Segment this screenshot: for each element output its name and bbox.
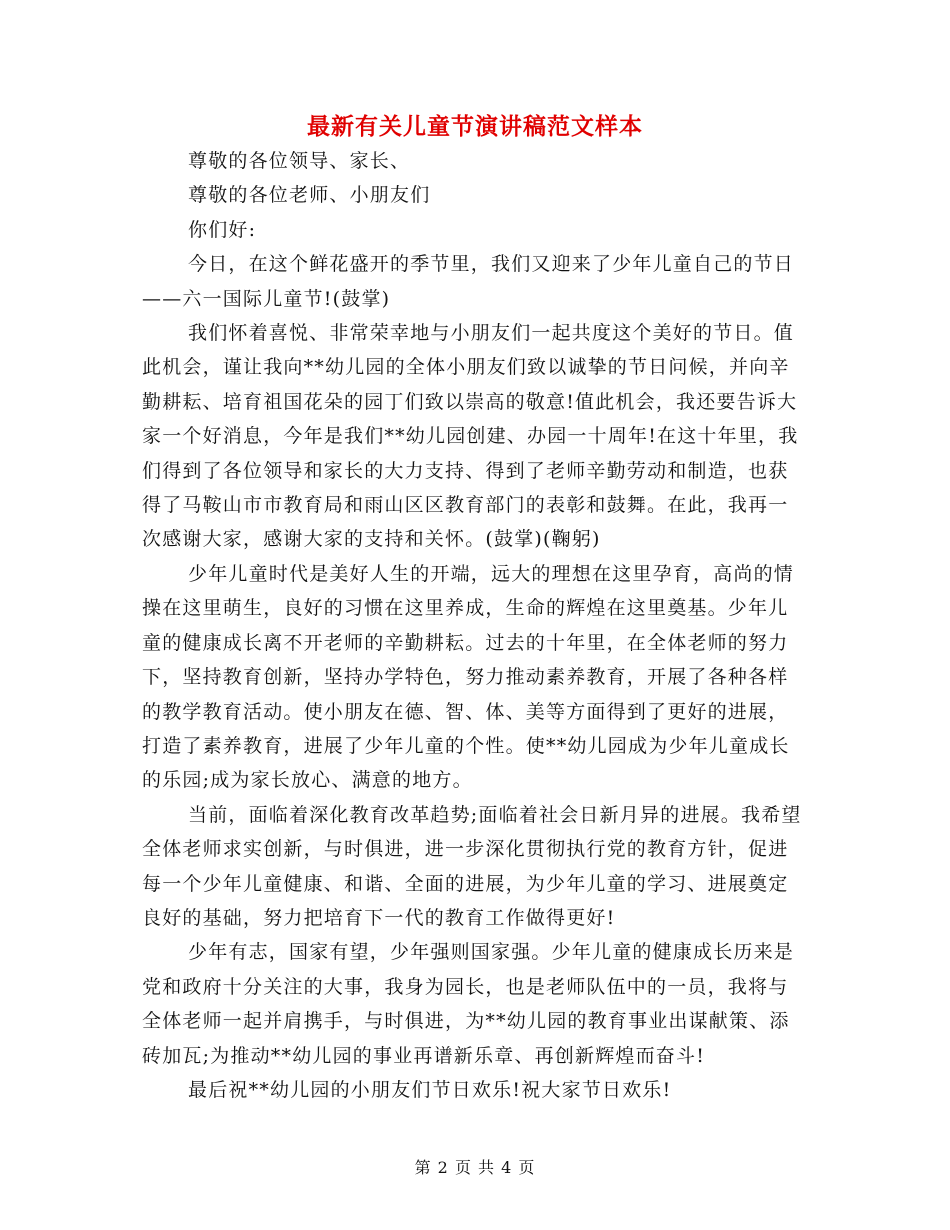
paragraph-1: 今日，在这个鲜花盛开的季节里，我们又迎来了少年儿童自己的节日——六一国际儿童节!(鼓掌) [142,253,795,310]
greeting-line: 你们好: [188,218,257,241]
document-title: 最新有关儿童节演讲稿范文样本 [307,114,643,140]
salutation-line-1: 尊敬的各位领导、家长、 [188,150,411,172]
paragraph-6: 最后祝**幼儿园的小朋友们节日欢乐!祝大家节日欢乐! [188,1078,672,1101]
paragraph-4: 当前，面临着深化教育改革趋势;面临着社会日新月异的进展。我希望全体老师求实创新，与时俱进，进一步深化贯彻执行党的教育方针，促进每一个少年儿童健康、和谐、全面的进展，为少年儿童的学习、进展奠定良好的基础，努力把培育下一代的教育工作做得更好! [142,803,802,929]
paragraph-3: 少年儿童时代是美好人生的开端，远大的理想在这里孕育，高尚的情操在这里萌生，良好的习惯在这里养成，生命的辉煌在这里奠基。少年儿童的健康成长离不开老师的辛勤耕耘。过去的十年里，在全体老师的努力下，坚持教育创新，坚持办学特色，努力推动素养教育，开展了各种各样的教学教育活动。使小朋友在德、智、体、美等方面得到了更好的进展，打造了素养教育，进展了少年儿童的个性。使**幼儿园成为少年儿童成长的乐园;成为家长放心、满意的地方。 [142,562,795,792]
paragraph-5: 少年有志，国家有望，少年强则国家强。少年儿童的健康成长历来是党和政府十分关注的大事，我身为园长，也是老师队伍中的一员，我将与全体老师一起并肩携手，与时俱进，为**幼儿园的教育事业出谋献策、添砖加瓦;为推动**幼儿园的事业再谱新乐章、再创新辉煌而奋斗! [142,941,795,1067]
salutation-line-2: 尊敬的各位老师、小朋友们 [188,184,431,207]
document-body [142,144,807,1107]
paragraph-2: 我们怀着喜悦、非常荣幸地与小朋友们一起共度这个美好的节日。值此机会，谨让我向**幼儿园的全体小朋友们致以诚挚的节日问候，并向辛勤耕耘、培育祖国花朵的园丁们致以崇高的敬意!值此机会，我还要告诉大家一个好消息，今年是我们**幼儿园创建、办园一十周年!在这十年里，我们得到了各位领导和家长的大力支持、得到了老师辛勤劳动和制造，也获得了马鞍山市市教育局和雨山区区教育部门的表彰和鼓舞。在此，我再一次感谢大家，感谢大家的支持和关怀。(鼓掌)(鞠躬) [142,322,799,551]
page-footer: 第 2 页 共 4 页 [414,1158,536,1177]
